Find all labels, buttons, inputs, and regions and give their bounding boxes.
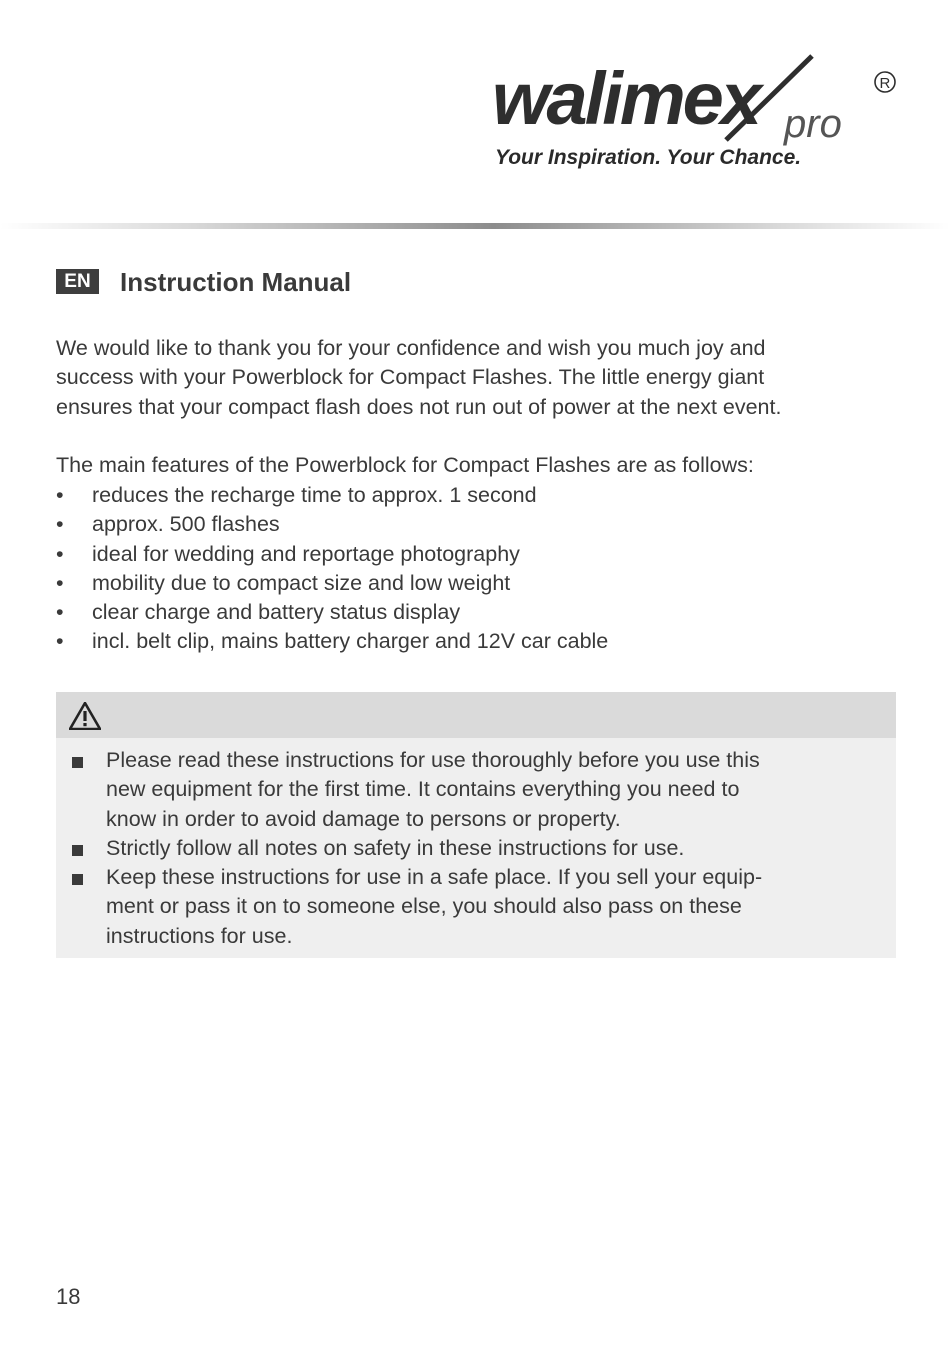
warning-line: Please read these instructions for use thoroughly before you use this (106, 748, 760, 772)
square-bullet-icon (72, 757, 83, 768)
section-title: Instruction Manual (120, 267, 352, 297)
bullet: • (56, 570, 64, 595)
warning-triangle-icon (69, 702, 101, 730)
warning-line: new equipment for the first time. It contains everything you need to (106, 777, 740, 802)
feature-item (56, 540, 916, 569)
tagline: Your Inspiration. Your Chance. (495, 146, 802, 169)
feature-item (56, 598, 916, 627)
page-number: 18 (56, 1284, 81, 1309)
square-bullet-icon (72, 845, 83, 856)
warning-line: ment or pass it on to someone else, you should also pass on these (106, 894, 742, 919)
svg-text:R: R (879, 75, 891, 92)
warning-line: instructions for use. (106, 923, 293, 948)
svg-text:walimex: walimex (492, 57, 759, 140)
feature-text: approx. 500 flashes (92, 512, 280, 537)
warning-item (70, 746, 870, 834)
features-list (56, 481, 916, 657)
feature-text: ideal for wedding and reportage photography (92, 541, 520, 566)
intro-line: We would like to thank you for your confidence and wish you much joy and (56, 336, 766, 360)
intro-line: ensures that your compact flash does not run out of power at the next event. (56, 394, 782, 419)
feature-text: clear charge and battery status display (92, 600, 461, 625)
warning-header (56, 692, 896, 738)
feature-item (56, 627, 916, 656)
language-badge: EN (56, 269, 99, 294)
warning-line: Strictly follow all notes on safety in these instructions for use. (106, 835, 685, 860)
feature-item (56, 481, 916, 510)
warning-item (70, 863, 870, 951)
feature-text: mobility due to compact size and low weight (92, 570, 511, 595)
feature-text: reduces the recharge time to approx. 1 second (92, 483, 537, 507)
bullet: • (56, 541, 64, 566)
svg-text:pro: pro (784, 102, 842, 146)
warning-line: know in order to avoid damage to persons or property. (106, 806, 621, 831)
warning-body (56, 738, 896, 958)
bullet: • (56, 512, 64, 537)
feature-text: incl. belt clip, mains battery charger and 12V car cable (92, 629, 609, 654)
bullet: • (56, 629, 64, 654)
warning-item (70, 834, 870, 863)
features-intro: The main features of the Powerblock for Compact Flashes are as follows: (56, 453, 754, 477)
intro-paragraph (56, 334, 916, 422)
bullet: • (56, 600, 64, 625)
feature-item (56, 510, 916, 539)
warning-list (70, 746, 870, 951)
header-divider (0, 223, 950, 229)
feature-item (56, 569, 916, 598)
walimex-pro-logo-icon (490, 52, 900, 147)
intro-line: success with your Powerblock for Compact Flashes. The little energy giant (56, 365, 765, 390)
bullet: • (56, 483, 64, 507)
square-bullet-icon (72, 874, 83, 885)
warning-line: Keep these instructions for use in a safe place. If you sell your equip- (106, 865, 763, 890)
